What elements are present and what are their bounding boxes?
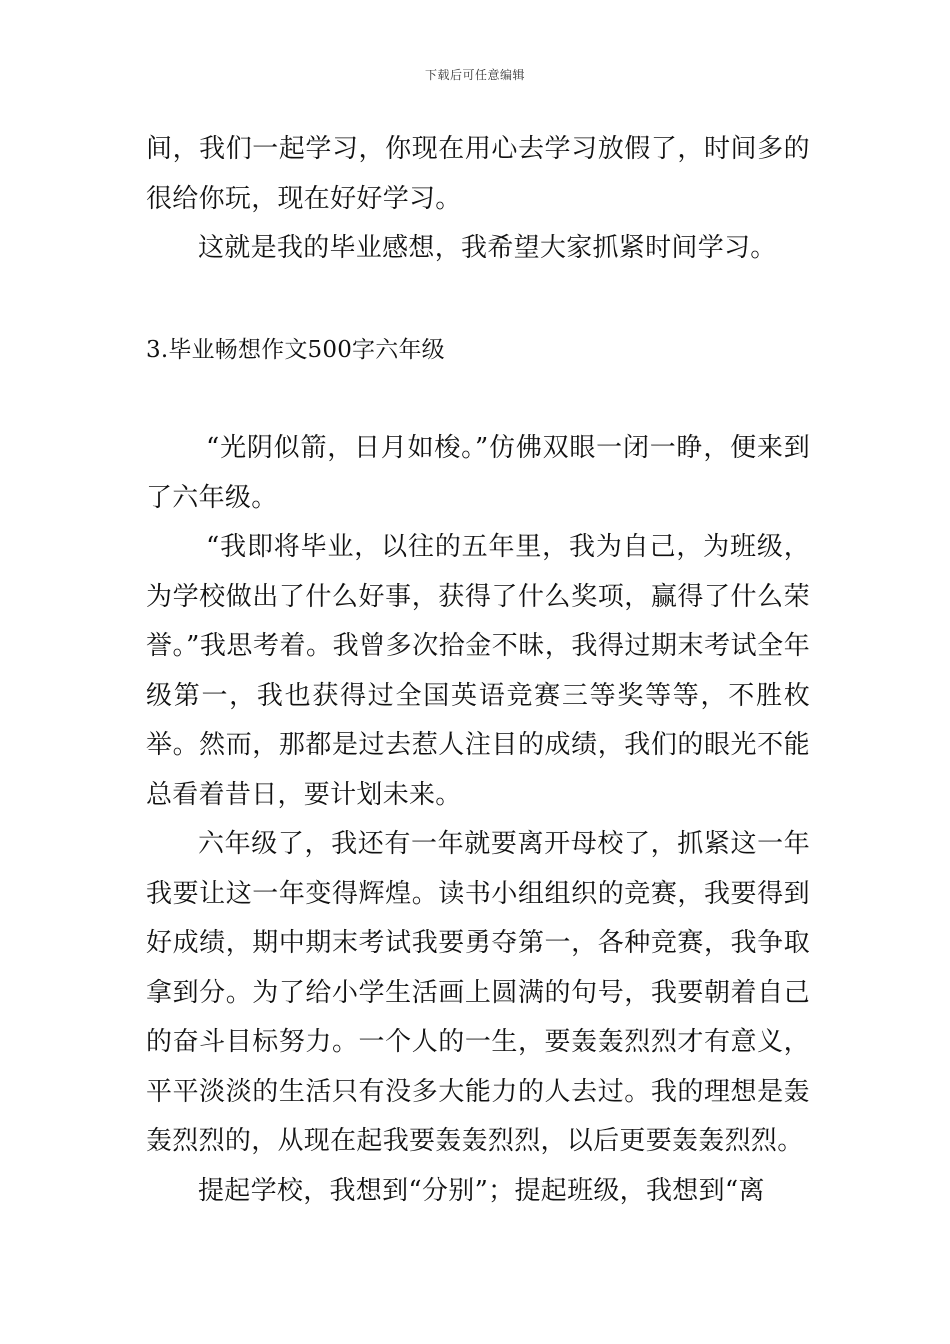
text-block-essay — [146, 424, 810, 1216]
paragraph: 间，我们一起学习，你现在用心去学习放假了，时间多的很给你玩，现在好好学习。 — [146, 134, 810, 214]
text-block-top — [146, 125, 810, 274]
paragraph: “光阴似箭，日月如梭。”仿佛双眼一闭一睁，便来到了六年级。 — [146, 433, 810, 513]
paragraph: 六年级了，我还有一年就要离开母校了，抓紧这一年我要让这一年变得辉煌。读书小组组织的竞赛，我要得到好成绩，期中期末考试我要勇夺第一，各种竞赛，我争取拿到分。为了给小学生活画上圆满的句号，我要朝着自己的奋斗目标努力。一个人的一生，要轰轰烈烈才有意义，平平淡淡的生活只有没多大能力的人去过。我的理想是轰轰烈烈的，从现在起我要轰轰烈烈，以后更要轰轰烈烈。 — [146, 829, 810, 1156]
paragraph: “我即将毕业，以往的五年里，我为自己，为班级，为学校做出了什么好事，获得了什么奖项，赢得了什么荣誉。”我思考着。我曾多次拾金不昧，我得过期末考试全年级第一，我也获得过全国英语竞赛三等奖等等，不胜枚举。然而，那都是过去惹人注目的成绩，我们的眼光不能总看着昔日，要计划未来。 — [146, 532, 810, 810]
section-heading: 3.毕业畅想作文500字六年级 — [146, 337, 445, 363]
paragraph: 提起学校，我想到“分别”；提起班级，我想到“离 — [198, 1175, 765, 1206]
paragraph: 这就是我的毕业感想，我希望大家抓紧时间学习。 — [198, 233, 777, 263]
page-header: 下载后可任意编辑 — [424, 68, 525, 82]
